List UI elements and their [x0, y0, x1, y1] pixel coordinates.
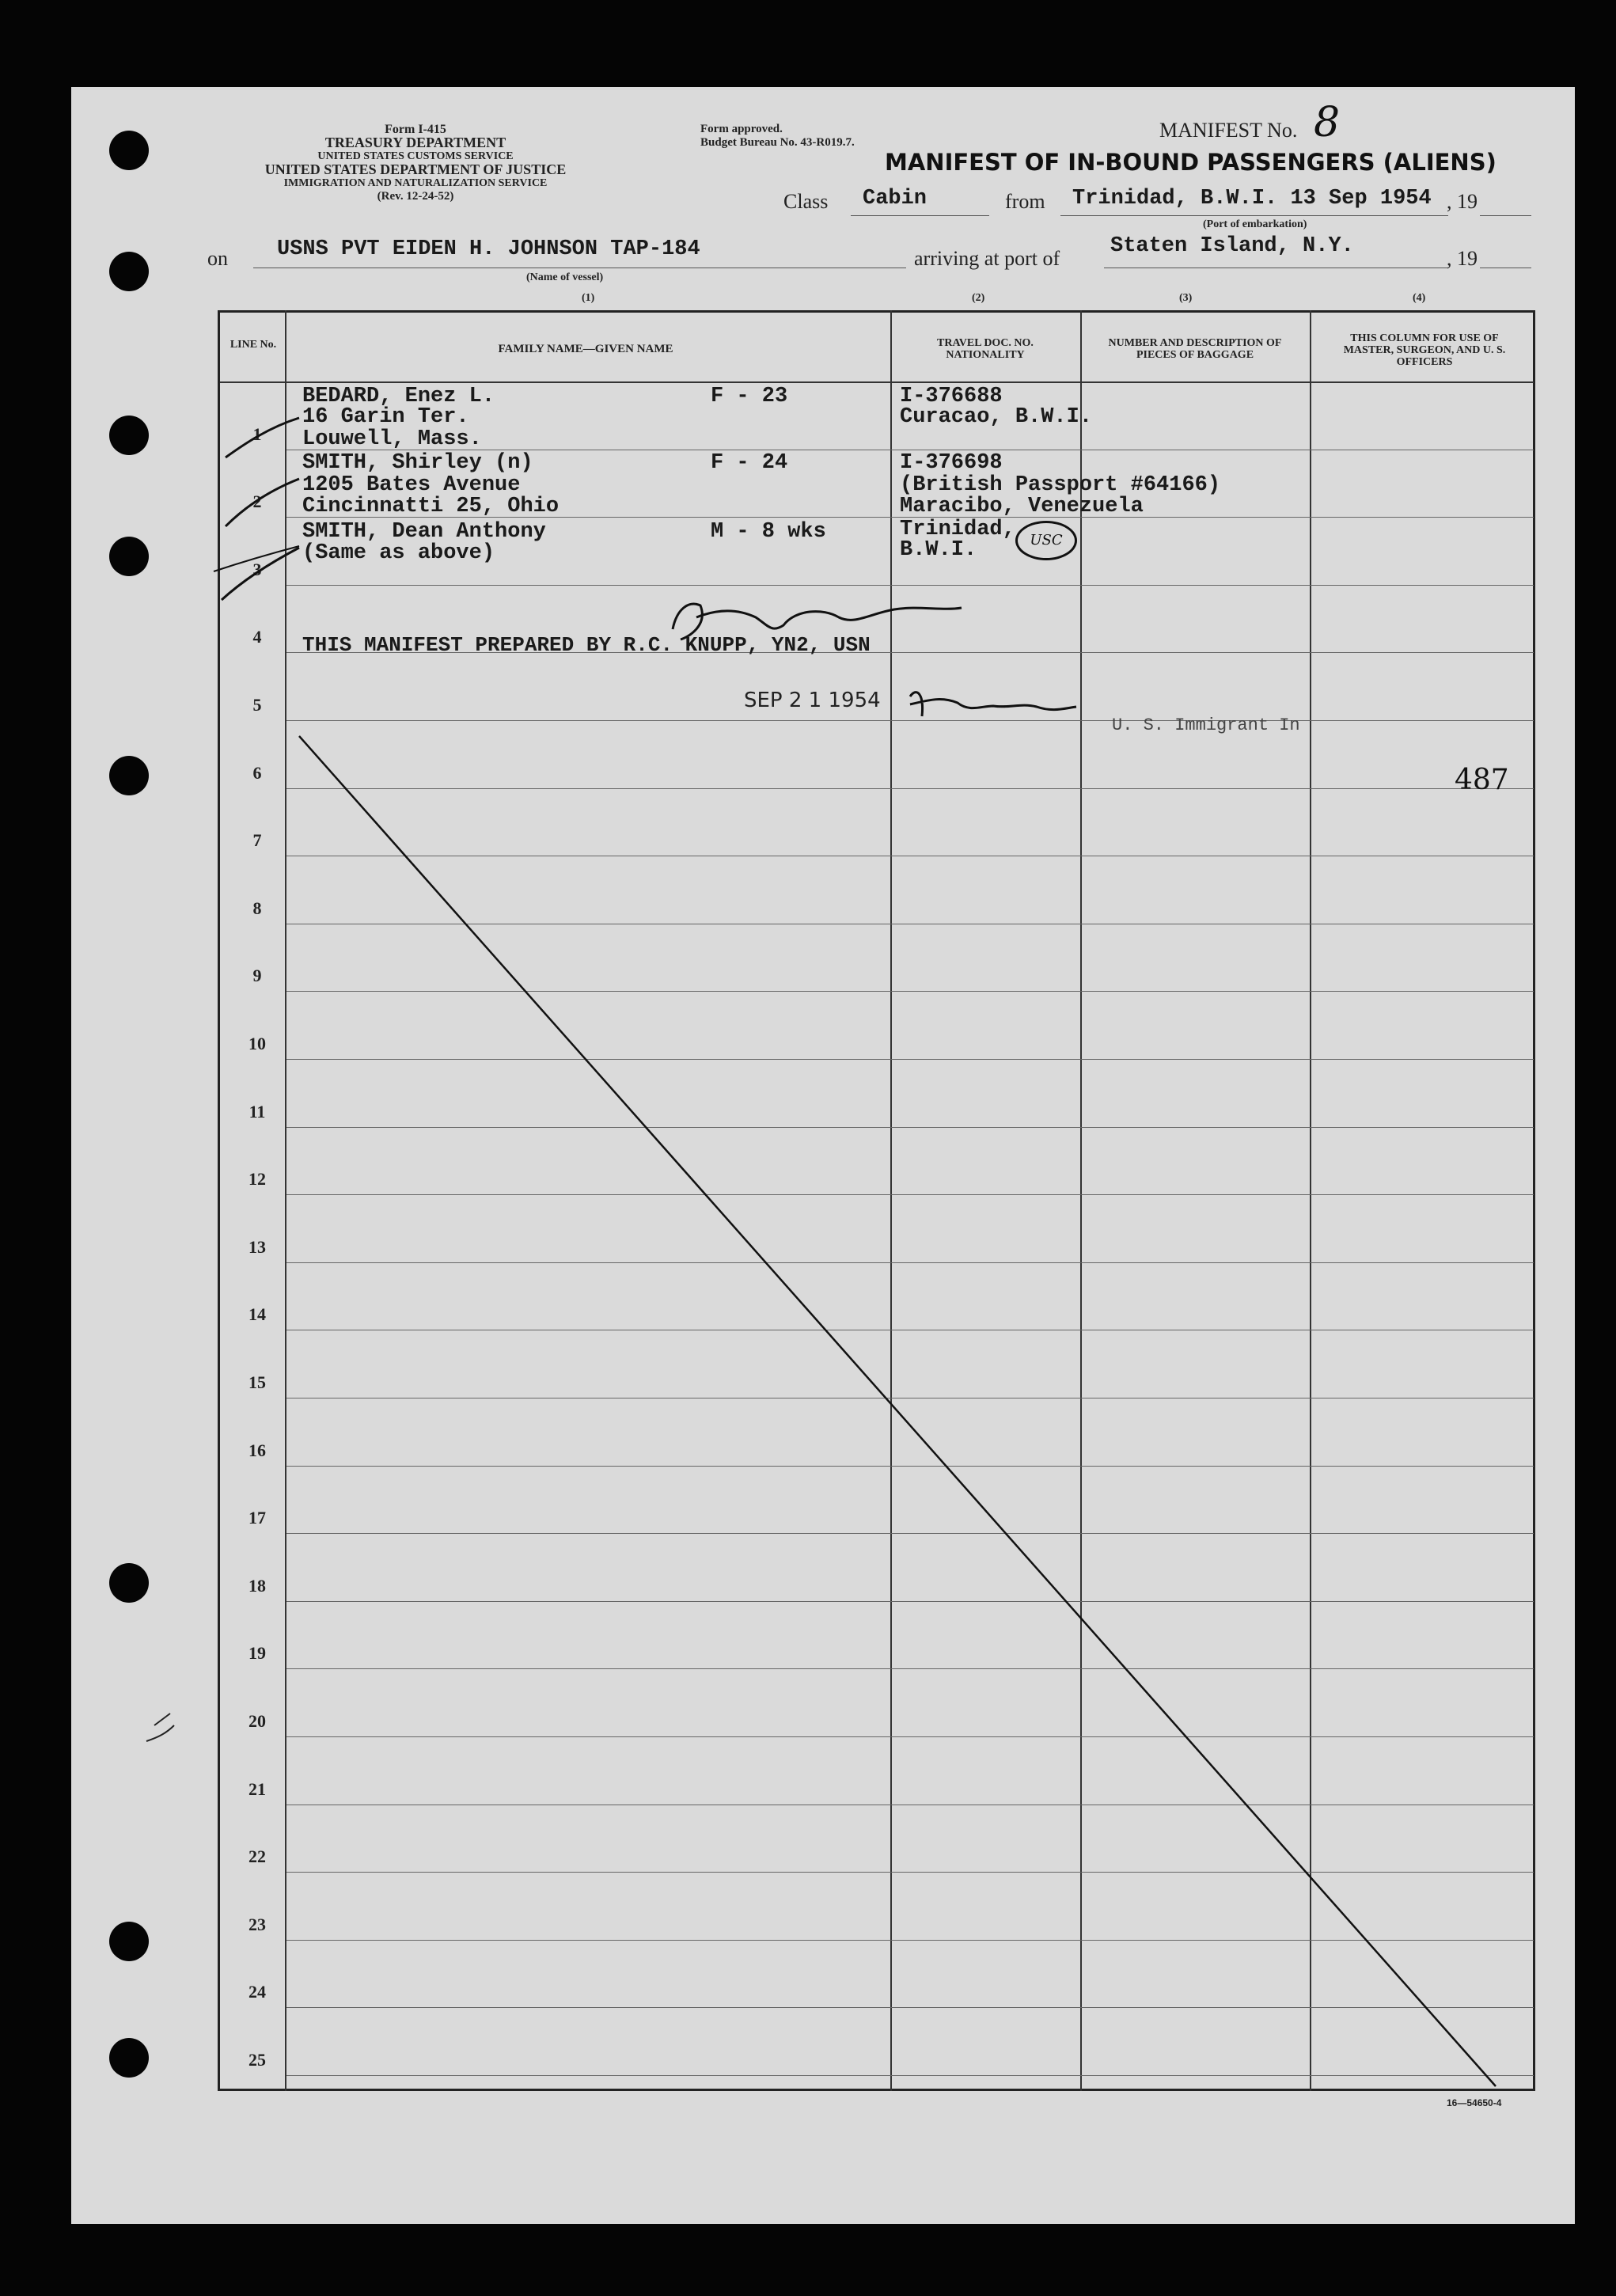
line-number: 19 — [248, 1643, 266, 1663]
revision-date: (Rev. 12-24-52) — [377, 190, 454, 203]
manifest-no-label: MANIFEST No. — [1159, 119, 1298, 142]
from-label: from — [1005, 190, 1045, 213]
line-number: 11 — [248, 1102, 266, 1121]
col-num-4: (4) — [1413, 292, 1426, 304]
check-mark — [214, 546, 299, 571]
port-embark-caption: (Port of embarkation) — [1203, 218, 1307, 230]
line-number: 20 — [248, 1711, 266, 1731]
year-suffix-2: , 19 — [1447, 247, 1478, 270]
prepared-by: THIS MANIFEST PREPARED BY R.C. KNUPP, YN2, USN — [302, 633, 871, 657]
passenger-3-nationality-2: B.W.I. — [900, 538, 977, 562]
passenger-2-doc: I-376698 — [900, 451, 1003, 475]
line-number: 1 — [252, 424, 262, 444]
line-number: 21 — [248, 1779, 266, 1799]
header-travel-doc: TRAVEL DOC. NO. NATIONALITY — [937, 337, 1034, 361]
line-number: 4 — [252, 627, 262, 647]
line-number: 9 — [252, 966, 262, 985]
check-mark — [226, 418, 299, 457]
passenger-1-sex-age: F - 23 — [711, 385, 788, 408]
inspector-signature — [910, 693, 1076, 716]
line-number: 15 — [248, 1372, 266, 1392]
form-approved: Form approved. — [700, 123, 783, 135]
passenger-1-address-1: 16 Garin Ter. — [302, 405, 469, 429]
line-number: 18 — [248, 1576, 266, 1596]
line-number: 10 — [248, 1034, 266, 1053]
header-officers: THIS COLUMN FOR USE OF MASTER, SURGEON, AND U. S. OFFICERS — [1343, 332, 1506, 368]
class-value: Cabin — [863, 187, 927, 211]
justice-dept: UNITED STATES DEPARTMENT OF JUSTICE — [264, 161, 567, 177]
usc-text: USC — [1030, 532, 1063, 548]
line-number: 17 — [248, 1508, 266, 1528]
line-number: 8 — [252, 898, 262, 918]
from-value: Trinidad, B.W.I. 13 Sep 1954 — [1072, 187, 1432, 211]
passenger-3-name: SMITH, Dean Anthony — [302, 520, 546, 544]
on-label: on — [207, 247, 228, 270]
class-label: Class — [783, 190, 829, 213]
customs-service: UNITED STATES CUSTOMS SERVICE — [317, 150, 514, 162]
passenger-1-name: BEDARD, Enez L. — [302, 385, 495, 408]
line-number: 16 — [248, 1440, 266, 1460]
line-number: 13 — [248, 1237, 266, 1257]
passenger-1-address-2: Louwell, Mass. — [302, 427, 482, 451]
page-stamp: 487 — [1455, 764, 1509, 796]
vessel-caption: (Name of vessel) — [526, 271, 604, 283]
line-number: 25 — [248, 2050, 266, 2070]
margin-tick — [146, 1713, 174, 1741]
vessel-name: USNS PVT EIDEN H. JOHNSON TAP-184 — [277, 237, 700, 261]
line-number: 6 — [252, 763, 262, 783]
header-baggage: NUMBER AND DESCRIPTION OF PIECES OF BAGGAGE — [1108, 337, 1282, 361]
passenger-3-sex-age: M - 8 wks — [711, 520, 826, 544]
year-suffix: , 19 — [1447, 190, 1478, 213]
col-num-2: (2) — [972, 292, 985, 304]
line-number: 14 — [248, 1304, 266, 1324]
form-number: Form I-415 — [385, 123, 446, 136]
col-num-1: (1) — [582, 292, 595, 304]
manifest-title: MANIFEST OF IN-BOUND PASSENGERS (ALIENS) — [885, 149, 1497, 176]
line-number: 24 — [248, 1982, 266, 2002]
stamp-date: SEP 2 1 1954 — [744, 689, 881, 712]
col-num-3: (3) — [1179, 292, 1193, 304]
passenger-2-name: SMITH, Shirley (n) — [302, 451, 533, 475]
header-name: FAMILY NAME—GIVEN NAME — [498, 343, 673, 355]
cancellation-line — [299, 736, 1496, 2086]
line-number: 3 — [252, 560, 262, 579]
check-mark — [226, 479, 299, 526]
line-number: 12 — [248, 1169, 266, 1189]
line-number: 22 — [248, 1846, 266, 1866]
passenger-2-sex-age: F - 24 — [711, 451, 788, 475]
manifest-no-value: 8 — [1314, 99, 1341, 146]
line-number: 7 — [252, 830, 262, 850]
line-number: 23 — [248, 1915, 266, 1934]
passenger-2-address-2: Cincinnatti 25, Ohio — [302, 495, 560, 518]
passenger-1-nationality: Curacao, B.W.I. — [900, 405, 1093, 429]
treasury-dept: TREASURY DEPARTMENT — [324, 135, 506, 150]
passenger-2-passport: (British Passport #64166) — [900, 473, 1221, 497]
passenger-3-address-1: (Same as above) — [302, 541, 495, 565]
arrival-port: Staten Island, N.Y. — [1110, 234, 1354, 258]
inspector-title: U. S. Immigrant In — [1112, 715, 1300, 735]
passenger-3-nationality-1: Trinidad, — [900, 518, 1015, 541]
footer-code: 16—54650-4 — [1447, 2097, 1502, 2108]
line-number: 5 — [252, 695, 262, 715]
line-number: 2 — [252, 491, 262, 511]
header-line-no: LINE No. — [230, 339, 277, 351]
budget-bureau: Budget Bureau No. 43-R019.7. — [700, 136, 855, 149]
ins-service: IMMIGRATION AND NATURALIZATION SERVICE — [283, 177, 548, 189]
passenger-2-nationality: Maracibo, Venezuela — [900, 495, 1144, 518]
check-mark — [222, 548, 299, 600]
arriving-label: arriving at port of — [914, 247, 1060, 270]
passenger-2-address-1: 1205 Bates Avenue — [302, 473, 521, 497]
passenger-1-doc: I-376688 — [900, 385, 1003, 408]
preparer-signature — [673, 604, 962, 639]
